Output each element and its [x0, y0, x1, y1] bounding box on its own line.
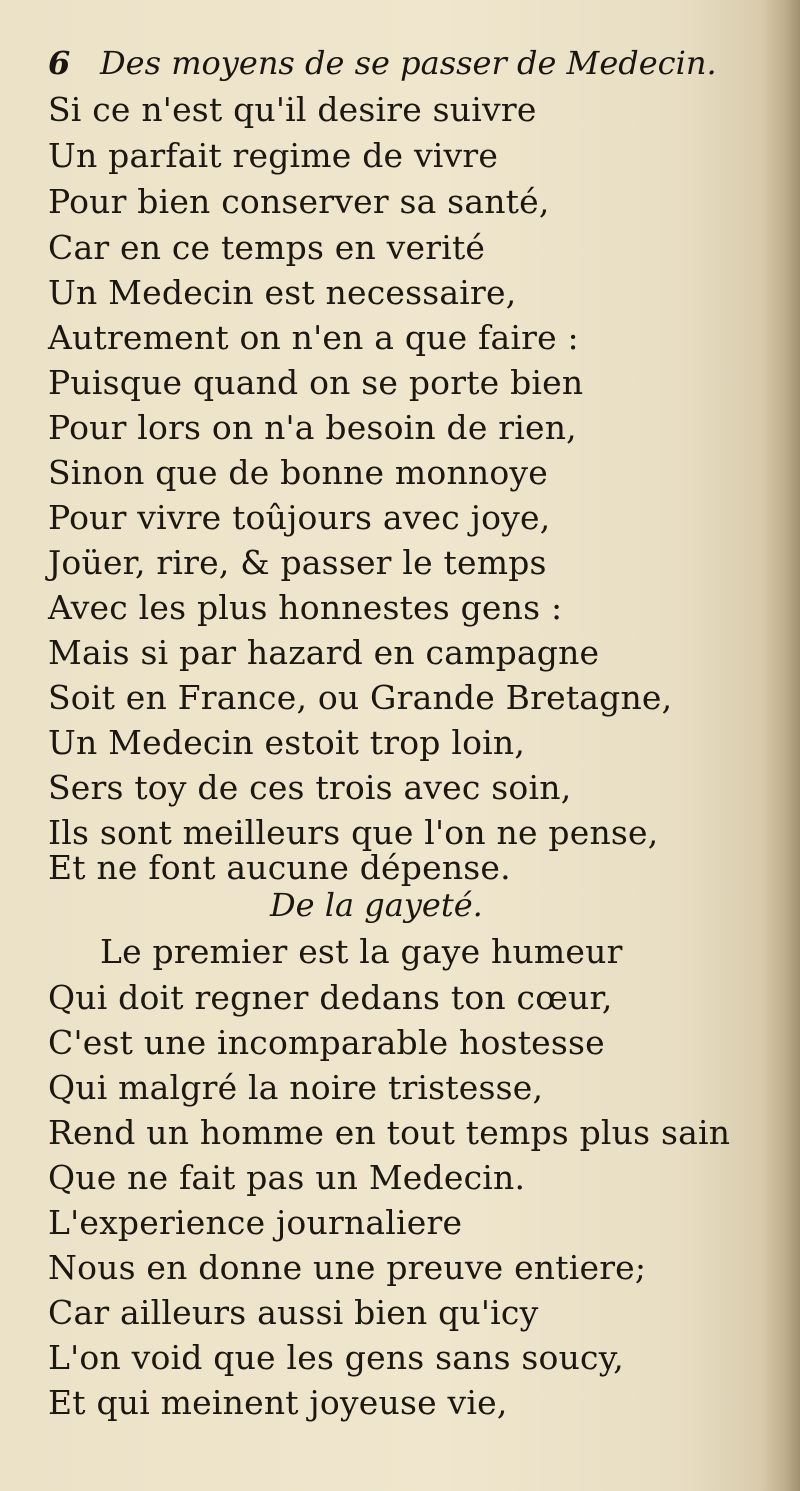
verse-line: Puisque quand on se porte bien: [48, 363, 584, 402]
verse-line: Car en ce temps en verité: [48, 228, 486, 267]
verse-line: Joüer, rire, & passer le temps: [48, 543, 547, 582]
verse-line: L'experience journaliere: [48, 1203, 463, 1242]
verse-line: Qui doit regner dedans ton cœur,: [48, 978, 613, 1017]
verse-line: Rend un homme en tout temps plus sain: [48, 1113, 731, 1152]
verse-line: Mais si par hazard en campagne: [48, 633, 600, 672]
verse-line: L'on void que les gens sans soucy,: [48, 1338, 624, 1377]
verse-line: Car ailleurs aussi bien qu'icy: [48, 1293, 539, 1332]
verse-line: Un Medecin estoit trop loin,: [48, 723, 526, 762]
verse-line: C'est une incomparable hostesse: [48, 1023, 605, 1062]
verse-line: Soit en France, ou Grande Bretagne,: [48, 678, 673, 717]
verse-line: Avec les plus honnestes gens :: [48, 588, 563, 627]
verse-line: Sers toy de ces trois avec soin,: [48, 768, 572, 807]
verse-line: Ils sont meilleurs que l'on ne pense,: [48, 813, 659, 852]
section-title: De la gayeté.: [270, 886, 483, 924]
verse-line: Autrement on n'en a que faire :: [48, 318, 579, 357]
verse-line: Un parfait regime de vivre: [48, 136, 499, 175]
verse-line: Nous en donne une preuve entiere;: [48, 1248, 647, 1287]
verse-line: Que ne fait pas un Medecin.: [48, 1158, 526, 1197]
verse-line: Pour vivre toûjours avec joye,: [48, 498, 551, 537]
verse-line: Un Medecin est necessaire,: [48, 273, 517, 312]
verse-line: Sinon que de bonne monnoye: [48, 453, 548, 492]
page-number: 6: [48, 44, 71, 82]
verse-line: Et ne font aucune dépense.: [48, 848, 511, 887]
verse-line: Si ce n'est qu'il desire suivre: [48, 90, 537, 129]
verse-line: Pour bien conserver sa santé,: [48, 182, 550, 221]
verse-line: Pour lors on n'a besoin de rien,: [48, 408, 577, 447]
verse-line: Et qui meinent joyeuse vie,: [48, 1383, 508, 1422]
running-title: Des moyens de se passer de Medecin.: [100, 44, 717, 82]
verse-line: Le premier est la gaye humeur: [100, 932, 623, 971]
verse-line: Qui malgré la noire tristesse,: [48, 1068, 544, 1107]
